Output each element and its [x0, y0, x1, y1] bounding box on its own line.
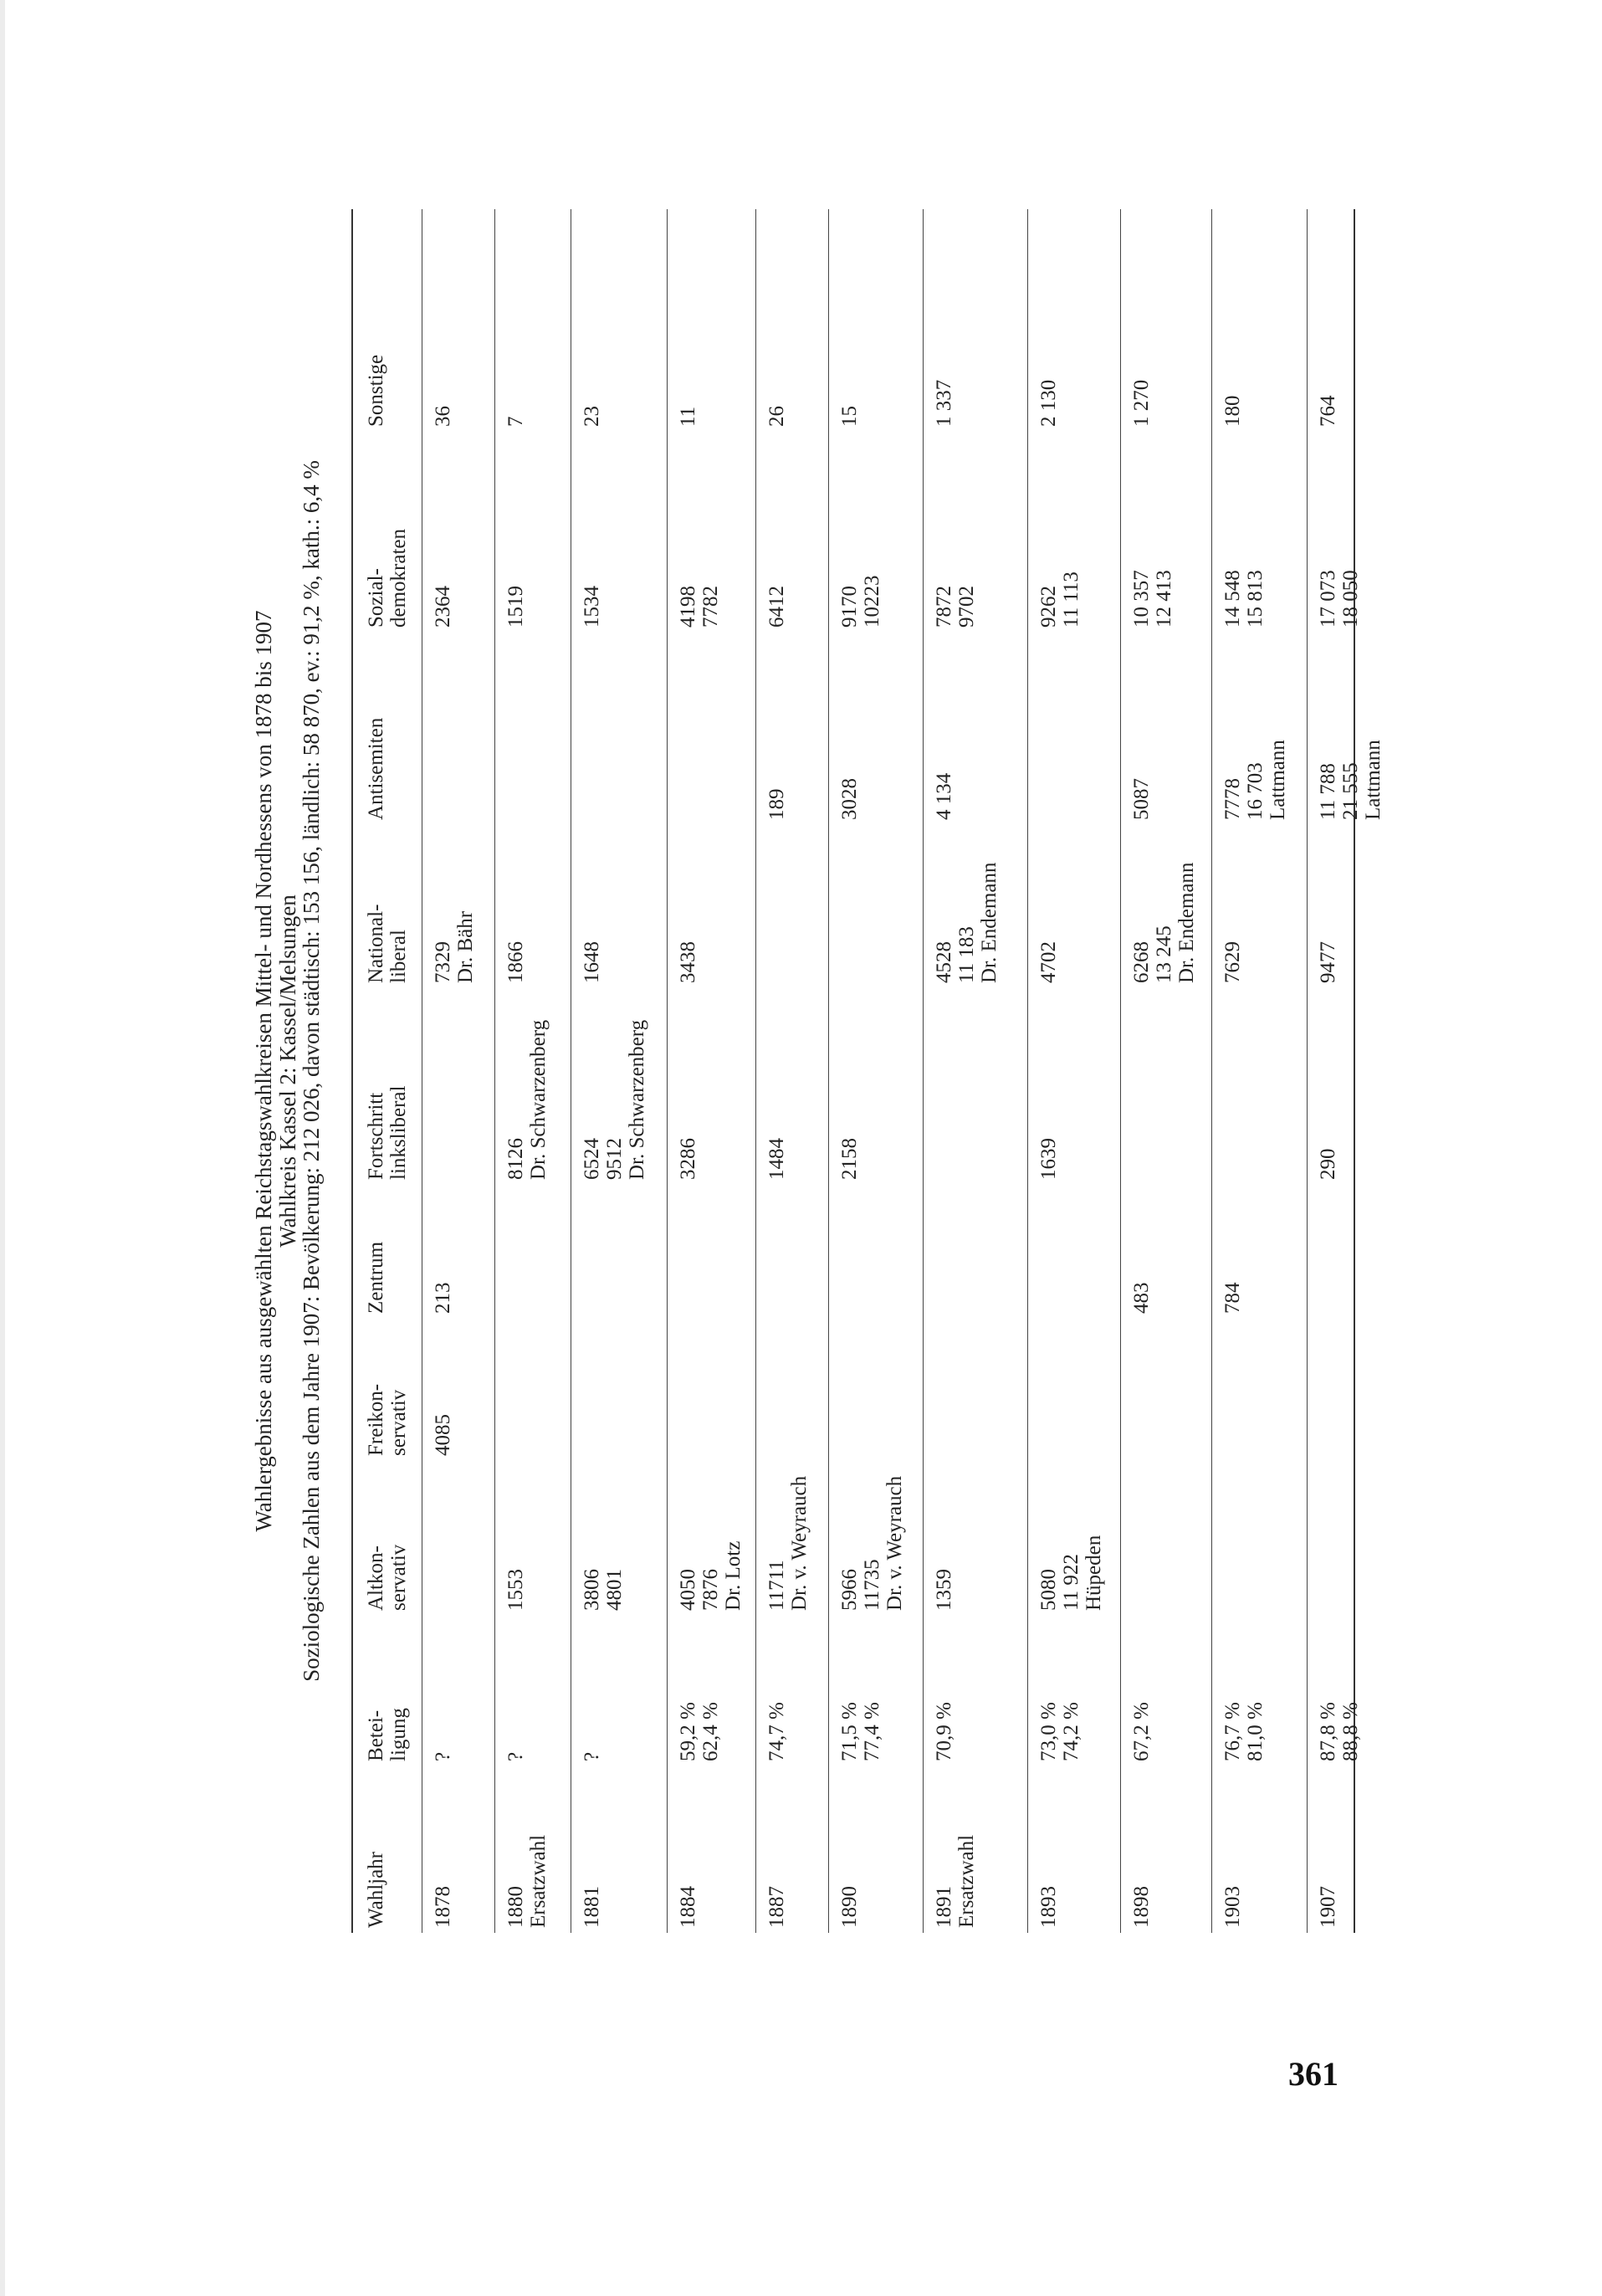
cell-sonstige: 7 [504, 416, 527, 427]
cell-sozialdemokraten: 9170 [838, 586, 861, 628]
cell-sozialdemokraten: 17 073 [1317, 570, 1339, 628]
cell-fortschritt: 1639 [1037, 1138, 1060, 1180]
table-subtitle-sociology: Soziologische Zahlen aus dem Jahre 1907: Bevölkerung: 212 026, davon städtisch: 153 156, ländlich: 58 870, ev.: 91,2 %, kath.: 6,4 % [299, 460, 324, 1682]
header-sozialdemokraten: Sozial- [365, 568, 387, 628]
cell-nationalliberal: 11 183 [955, 926, 978, 983]
cell-nationalliberal: 6268 [1130, 941, 1153, 983]
cell-nationalliberal: 3438 [677, 941, 699, 983]
cell-antisemiten: Lattmann [1267, 740, 1289, 820]
cell-fortschritt: 9512 [603, 1138, 626, 1180]
table-rule [1307, 209, 1308, 1933]
cell-sonstige: 26 [765, 406, 788, 427]
header-zentrum: Zentrum [365, 1241, 387, 1314]
cell-sonstige: 2 130 [1037, 379, 1060, 427]
cell-wahljahr: 1881 [581, 1886, 603, 1928]
header-fortschritt: linksliberal [387, 1085, 410, 1180]
cell-wahljahr: Ersatzwahl [955, 1834, 978, 1928]
header-freikonservativ: Freikon- [365, 1383, 387, 1456]
cell-fortschritt: Dr. Schwarzenberg [626, 1019, 648, 1180]
cell-nationalliberal: 1648 [581, 941, 603, 983]
table-rule [1211, 209, 1212, 1933]
header-nationalliberal: liberal [387, 930, 410, 983]
cell-nationalliberal: 4702 [1037, 941, 1060, 983]
table-rule [828, 209, 829, 1933]
cell-sozialdemokraten: 4198 [677, 586, 699, 628]
cell-altkonservativ: 4801 [603, 1569, 626, 1611]
table-rule [755, 209, 756, 1933]
cell-beteiligung: 87,8 % [1317, 1702, 1339, 1761]
cell-antisemiten: 4 134 [933, 772, 955, 820]
cell-fortschritt: Dr. Schwarzenberg [527, 1019, 550, 1180]
cell-sozialdemokraten: 11 113 [1060, 571, 1083, 628]
cell-fortschritt: 8126 [504, 1138, 527, 1180]
cell-altkonservativ: 11711 [765, 1560, 788, 1611]
cell-altkonservativ: 1553 [504, 1569, 527, 1611]
cell-sozialdemokraten: 7872 [933, 586, 955, 628]
cell-sozialdemokraten: 1519 [504, 586, 527, 628]
cell-nationalliberal: 7329 [432, 941, 454, 983]
header-antisemiten: Antisemiten [365, 717, 387, 820]
cell-beteiligung: 62,4 % [699, 1702, 722, 1761]
cell-antisemiten: 16 703 [1244, 762, 1267, 820]
cell-wahljahr: Ersatzwahl [527, 1834, 550, 1928]
cell-sozialdemokraten: 7782 [699, 586, 722, 628]
cell-zentrum: 483 [1130, 1282, 1153, 1314]
header-sonstige: Sonstige [365, 354, 387, 427]
cell-altkonservativ: 4050 [677, 1569, 699, 1611]
cell-altkonservativ: Dr. v. Weyrauch [883, 1475, 906, 1611]
cell-altkonservativ: Dr. Lotz [722, 1540, 745, 1611]
cell-beteiligung: ? [504, 1751, 527, 1761]
cell-wahljahr: 1890 [838, 1886, 861, 1928]
header-freikonservativ: servativ [387, 1389, 410, 1456]
cell-altkonservativ: 3806 [581, 1569, 603, 1611]
table-rule [923, 209, 924, 1933]
cell-beteiligung: 71,5 % [838, 1702, 861, 1761]
cell-altkonservativ: 7876 [699, 1569, 722, 1611]
cell-altkonservativ: 11 922 [1060, 1554, 1083, 1611]
cell-zentrum: 784 [1221, 1282, 1244, 1314]
cell-wahljahr: 1887 [765, 1886, 788, 1928]
cell-beteiligung: 88,8 % [1339, 1702, 1362, 1761]
cell-sonstige: 36 [432, 406, 454, 427]
cell-antisemiten: 7778 [1221, 778, 1244, 820]
rotated-table-block [251, 209, 1384, 1933]
header-altkonservativ: servativ [387, 1544, 410, 1611]
page-number: 361 [1288, 2055, 1338, 2093]
cell-sozialdemokraten: 2364 [432, 586, 454, 628]
header-nationalliberal: National- [365, 904, 387, 983]
header-beteiligung: ligung [387, 1708, 410, 1761]
cell-nationalliberal: 4528 [933, 941, 955, 983]
table-title: Wahlergebnisse aus ausgewählten Reichstagswahlkreisen Mittel- und Nordhessens von 1878 bis 1907 [251, 610, 276, 1532]
cell-wahljahr: 1898 [1130, 1886, 1153, 1928]
cell-sozialdemokraten: 1534 [581, 586, 603, 628]
cell-wahljahr: 1893 [1037, 1886, 1060, 1928]
cell-nationalliberal: 1866 [504, 941, 527, 983]
cell-sozialdemokraten: 6412 [765, 586, 788, 628]
cell-nationalliberal: 9477 [1317, 941, 1339, 983]
cell-wahljahr: 1907 [1317, 1886, 1339, 1928]
cell-nationalliberal: Dr. Bähr [454, 910, 477, 983]
header-beteiligung: Betei- [365, 1709, 387, 1761]
cell-sonstige: 180 [1221, 395, 1244, 427]
cell-antisemiten: 21 555 [1339, 762, 1362, 820]
cell-antisemiten: 11 788 [1317, 763, 1339, 820]
cell-sonstige: 764 [1317, 395, 1339, 427]
cell-fortschritt: 3286 [677, 1138, 699, 1180]
cell-beteiligung: 77,4 % [861, 1702, 883, 1761]
cell-altkonservativ: Hüpeden [1083, 1535, 1105, 1611]
cell-altkonservativ: Dr. v. Weyrauch [788, 1475, 811, 1611]
cell-sonstige: 11 [677, 406, 699, 427]
cell-beteiligung: 70,9 % [933, 1702, 955, 1761]
cell-sozialdemokraten: 15 813 [1244, 570, 1267, 628]
cell-wahljahr: 1880 [504, 1886, 527, 1928]
cell-beteiligung: 81,0 % [1244, 1702, 1267, 1761]
header-wahljahr: Wahljahr [365, 1851, 387, 1928]
cell-sozialdemokraten: 10 357 [1130, 570, 1153, 628]
cell-altkonservativ: 5080 [1037, 1569, 1060, 1611]
cell-sozialdemokraten: 18 050 [1339, 570, 1362, 628]
table-rule [1120, 209, 1121, 1933]
cell-fortschritt: 1484 [765, 1138, 788, 1180]
table-subtitle-district: Wahlkreis Kassel 2: Kassel/Melsungen [275, 894, 300, 1248]
cell-beteiligung: 76,7 % [1221, 1702, 1244, 1761]
cell-sozialdemokraten: 12 413 [1153, 570, 1175, 628]
cell-fortschritt: 2158 [838, 1138, 861, 1180]
header-sozialdemokraten: demokraten [387, 528, 410, 628]
cell-sozialdemokraten: 9702 [955, 586, 978, 628]
cell-sonstige: 1 337 [933, 379, 955, 427]
cell-antisemiten: 189 [765, 788, 788, 820]
cell-altkonservativ: 11735 [861, 1559, 883, 1611]
header-altkonservativ: Altkon- [365, 1545, 387, 1611]
cell-zentrum: 213 [432, 1282, 454, 1314]
cell-wahljahr: 1891 [933, 1886, 955, 1928]
cell-antisemiten: 5087 [1130, 778, 1153, 820]
cell-antisemiten: Lattmann [1362, 740, 1384, 820]
cell-sozialdemokraten: 14 548 [1221, 570, 1244, 628]
election-results-table [351, 209, 1384, 1933]
cell-altkonservativ: 5966 [838, 1569, 861, 1611]
table-rule [1354, 209, 1355, 1933]
page-gutter-shadow [0, 0, 5, 2296]
cell-beteiligung: 67,2 % [1130, 1702, 1153, 1761]
cell-nationalliberal: Dr. Endemann [978, 862, 1001, 983]
cell-beteiligung: 74,7 % [765, 1702, 788, 1761]
cell-sonstige: 15 [838, 406, 861, 427]
cell-nationalliberal: Dr. Endemann [1175, 862, 1198, 983]
cell-beteiligung: ? [432, 1751, 454, 1761]
cell-wahljahr: 1884 [677, 1886, 699, 1928]
cell-sonstige: 1 270 [1130, 379, 1153, 427]
cell-sozialdemokraten: 9262 [1037, 586, 1060, 628]
cell-beteiligung: 74,2 % [1060, 1702, 1083, 1761]
table-rule [351, 209, 353, 1933]
cell-antisemiten: 3028 [838, 778, 861, 820]
cell-wahljahr: 1903 [1221, 1886, 1244, 1928]
cell-freikonservativ: 4085 [432, 1414, 454, 1456]
cell-wahljahr: 1878 [432, 1886, 454, 1928]
table-rule [494, 209, 495, 1933]
cell-fortschritt: 6524 [581, 1138, 603, 1180]
cell-nationalliberal: 7629 [1221, 941, 1244, 983]
cell-sozialdemokraten: 10223 [861, 575, 883, 628]
table-rule [667, 209, 668, 1933]
cell-fortschritt: 290 [1317, 1148, 1339, 1180]
cell-altkonservativ: 1359 [933, 1569, 955, 1611]
table-rule [1027, 209, 1028, 1933]
cell-beteiligung: 73,0 % [1037, 1702, 1060, 1761]
cell-beteiligung: 59,2 % [677, 1702, 699, 1761]
cell-beteiligung: ? [581, 1751, 603, 1761]
header-fortschritt: Fortschritt [365, 1092, 387, 1180]
cell-nationalliberal: 13 245 [1153, 925, 1175, 983]
cell-sonstige: 23 [581, 406, 603, 427]
